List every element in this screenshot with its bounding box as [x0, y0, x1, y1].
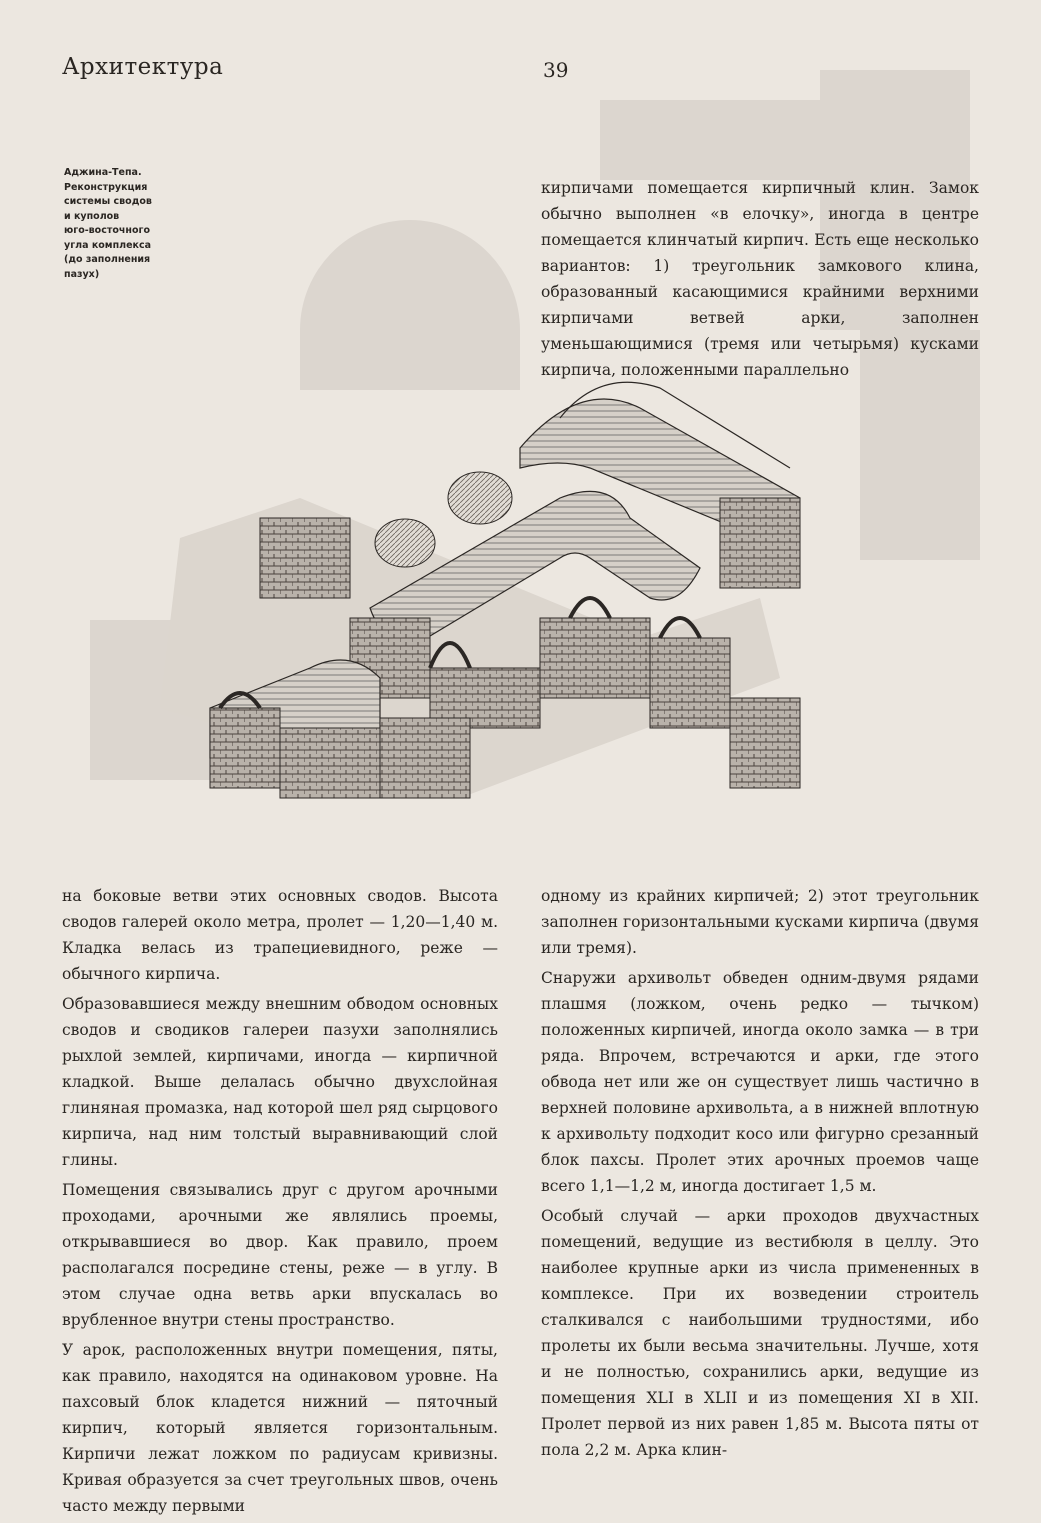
caption-line: угла комплекса	[64, 239, 152, 251]
caption-line: Аджина-Тепа.	[64, 167, 142, 178]
text-column-right	[541, 883, 979, 1467]
paragraph: Снаружи архивольт обведен одним-двумя рядами плашмя (ложком, очень редко — тычком) положенных кирпичей, иногда около замка — в три ряда. Впрочем, встречаются и арки, где этого обвода нет или же он существует лишь частично в верхней половине архивольта, а в нижней вплотную к архивольту подходит косо или фигурно срезанный блок пахсы. Пролет этих арочных проемов чаще всего 1,1—1,2 м, иногда достигает 1,5 м.	[541, 969, 979, 1195]
caption-line: юго-восточного	[64, 225, 150, 236]
caption-line: пазух)	[64, 268, 100, 280]
caption-line: и куполов	[64, 210, 120, 222]
paragraph: одному из крайних кирпичей; 2) этот треугольник заполнен горизонтальными кусками кирпича (двумя или тремя).	[541, 887, 979, 957]
running-header: Архитектура	[62, 54, 224, 80]
caption-line: (до заполнения	[64, 254, 151, 265]
caption-line: системы сводов	[64, 196, 152, 207]
figure-caption	[64, 166, 184, 282]
paragraph: на боковые ветви этих основных сводов. Высота сводов галерей около метра, пролет — 1,20—1,40 м. Кладка велась из трапециевидного, реже — обычного кирпича.	[62, 887, 498, 983]
paragraph: Образовавшиеся между внешним обводом основных сводов и сводиков галереи пазухи заполнялись рыхлой землей, кирпичами, иногда — кирпичной кладкой. Выше делалась обычно двухслойная глиняная промазка, над которой шел ряд сырцового кирпича, над ним толстый выравнивающий слой глины.	[62, 995, 498, 1169]
caption-line: Реконструкция	[64, 181, 148, 193]
page-number: 39	[543, 58, 569, 82]
paragraph: Особый случай — арки проходов двухчастных помещений, ведущие из вестибюля в целлу. Это наиболее крупные арки из числа примененных в комплексе. При их возведении строитель сталкивался с наибольшими трудностями, ибо пролеты их были весьма значительны. Лучше, хотя и не полностью, сохранились арки, ведущие из помещения XLI в XLII и из помещения XI в XII. Пролет первой из них равен 1,85 м. Высота пяты от пола 2,2 м. Арка клин-	[541, 1207, 979, 1459]
paragraph: У арок, расположенных внутри помещения, пяты, как правило, находятся на одинаковом уровне. На пахсовый блок кладется нижний — пяточный кирпич, который является горизонтальным. Кирпичи лежат ложком по радиусам кривизны. Кривая образуется за счет треугольных швов, очень часто между первыми	[62, 1341, 498, 1515]
isometric-vault-reconstruction-drawing	[160, 378, 820, 818]
bleed-through-shape	[300, 220, 520, 390]
paragraph: кирпичами помещается кирпичный клин. Замок обычно выполнен «в елочку», иногда в центре помещается клинчатый кирпич. Есть еще несколько вариантов: 1) треугольник замкового клина, образованный касающимися крайними верхними кирпичами ветвей арки, заполнен уменьшающимися (тремя или четырьмя) кусками кирпича, положенными параллельно	[541, 179, 979, 379]
paragraph: Помещения связывались друг с другом арочными проходами, арочными же являлись проемы, открывавшиеся во двор. Как правило, проем располагался посредине стены, реже — в углу. В этом случае одна ветвь арки впускалась во врубленное внутри стены пространство.	[62, 1181, 498, 1329]
text-column-left	[62, 883, 498, 1523]
text-column-top-right	[541, 175, 979, 387]
